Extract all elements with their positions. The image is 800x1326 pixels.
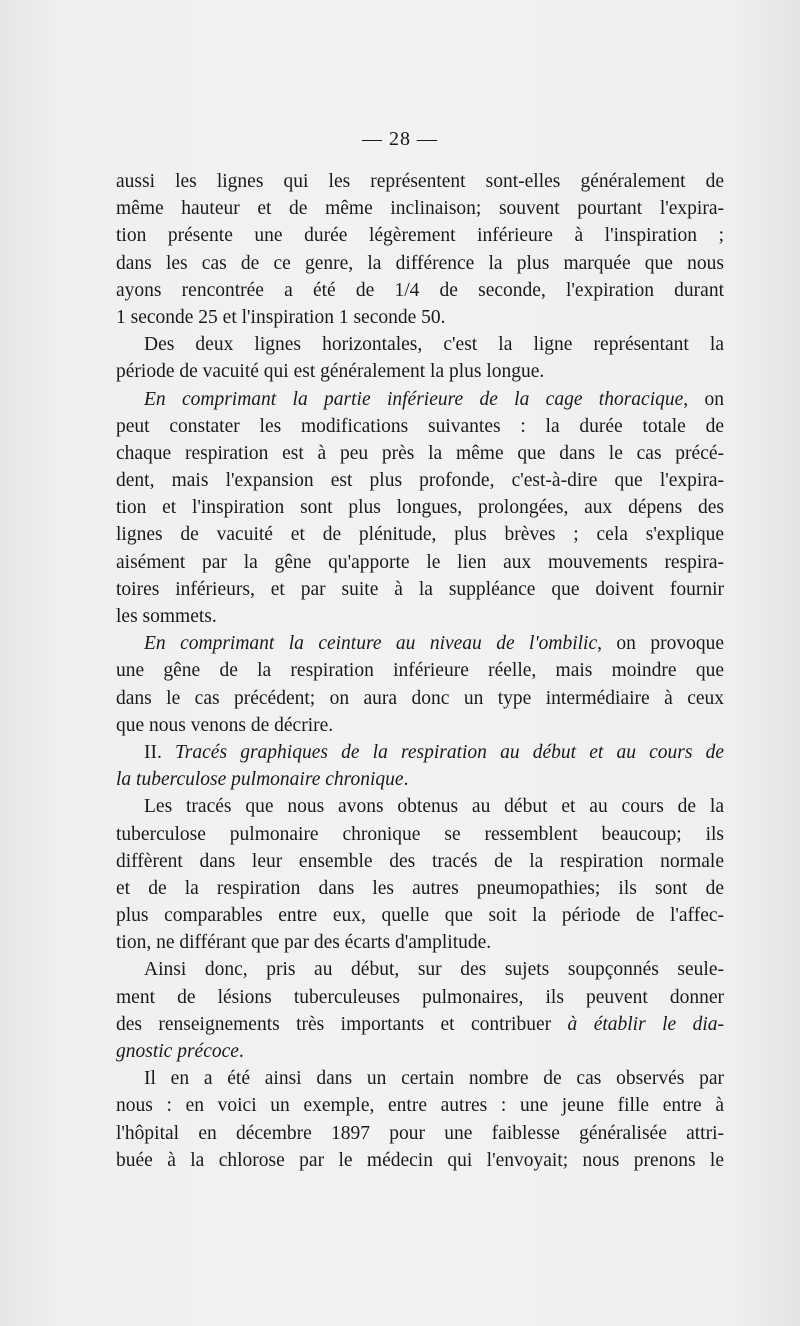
- text-segment: dent, mais l'expansion est plus profonde, c'est-à-dire que l'expira-: [116, 470, 724, 492]
- text-segment: , on: [683, 388, 724, 410]
- text-line: [116, 984, 724, 1011]
- text-line: [116, 222, 724, 249]
- text-line: [116, 494, 724, 521]
- text-segment: , on provoque: [597, 633, 724, 655]
- text-line: [116, 467, 724, 494]
- text-segment: toires inférieurs, et par suite à la suppléance que doivent fournir: [116, 578, 724, 600]
- text-segment: diffèrent dans leur ensemble des tracés de la respiration normale: [116, 850, 724, 872]
- text-line: [116, 440, 724, 467]
- text-segment: Il en a été ainsi dans un certain nombre de cas observés par: [144, 1068, 724, 1090]
- text-line: [116, 521, 724, 548]
- text-line: [116, 413, 724, 440]
- text-line: [116, 848, 724, 875]
- text-line: [116, 685, 724, 712]
- text-segment: Ainsi donc, pris au début, sur des sujets soupçonnés seule-: [144, 959, 724, 981]
- text-segment: chaque respiration est à peu près la même que dans le cas précé-: [116, 442, 724, 464]
- text-segment: buée à la chlorose par le médecin qui l'envoyait; nous prenons le: [116, 1149, 724, 1171]
- text-line: [116, 739, 724, 766]
- body-text: [116, 168, 724, 1174]
- text-line: [116, 1092, 724, 1119]
- text-segment: aussi les lignes qui les représentent sont-elles généralement de: [116, 171, 724, 192]
- text-segment: tion, ne différant que par des écarts d'amplitude.: [116, 932, 492, 954]
- text-line: [116, 657, 724, 684]
- italic-text: Tracés graphiques de la respiration au début et au cours de: [175, 741, 724, 763]
- text-segment: nous : en voici un exemple, entre autres : une jeune fille entre à: [116, 1095, 724, 1117]
- text-line: [116, 576, 724, 603]
- text-segment: ment de lésions tuberculeuses pulmonaires, ils peuvent donner: [116, 986, 724, 1008]
- text-line: [116, 875, 724, 902]
- text-line: [116, 331, 724, 358]
- text-line: [116, 766, 724, 793]
- text-segment: Les tracés que nous avons obtenus au début et au cours de la: [144, 796, 724, 818]
- text-line: [116, 358, 724, 385]
- italic-text: la tuberculose pulmonaire chronique: [116, 769, 404, 791]
- text-segment: ayons rencontrée a été de 1/4 de seconde, l'expiration durant: [116, 279, 724, 301]
- text-segment: tion présente une durée légèrement inférieure à l'inspiration ;: [116, 225, 724, 247]
- text-line: [116, 195, 724, 222]
- italic-text: En comprimant la partie inférieure de la cage thoracique: [144, 388, 684, 410]
- text-line: [116, 1065, 724, 1092]
- text-line: [116, 386, 724, 413]
- text-segment: II.: [144, 741, 176, 763]
- text-segment: des renseignements très importants et contribuer: [116, 1013, 568, 1035]
- text-segment: peut constater les modifications suivantes : la durée totale de: [116, 415, 724, 437]
- text-segment: et de la respiration dans les autres pneumopathies; ils sont de: [116, 877, 724, 899]
- text-line: [116, 250, 724, 277]
- text-segment: l'hôpital en décembre 1897 pour une faiblesse généralisée attri-: [116, 1122, 724, 1144]
- text-segment: que nous venons de décrire.: [116, 714, 334, 736]
- text-line: [116, 1038, 724, 1065]
- italic-text: gnostic précoce: [116, 1041, 239, 1062]
- text-line: [116, 793, 724, 820]
- text-segment: une gêne de la respiration inférieure réelle, mais moindre que: [116, 660, 724, 682]
- page-number: — 28 —: [362, 128, 438, 150]
- text-line: [116, 277, 724, 304]
- text-segment: .: [238, 1041, 244, 1062]
- text-segment: tion et l'inspiration sont plus longues, prolongées, aux dépens des: [116, 497, 724, 519]
- text-segment: tuberculose pulmonaire chronique se ressemblent beaucoup; ils: [116, 823, 724, 845]
- text-segment: période de vacuité qui est généralement la plus longue.: [116, 361, 545, 383]
- text-segment: dans les cas de ce genre, la différence la plus marquée que nous: [116, 252, 724, 274]
- text-line: [116, 1147, 724, 1174]
- text-line: [116, 956, 724, 983]
- text-line: [116, 712, 724, 739]
- text-line: [116, 168, 724, 195]
- text-line: [116, 549, 724, 576]
- text-segment: plus comparables entre eux, quelle que soit la période de l'affec-: [116, 905, 724, 927]
- italic-text: En comprimant la ceinture au niveau de l'ombilic: [144, 633, 598, 655]
- text-segment: Des deux lignes horizontales, c'est la ligne représentant la: [144, 334, 724, 356]
- text-line: [116, 630, 724, 657]
- text-line: [116, 304, 724, 331]
- text-line: [116, 902, 724, 929]
- text-segment: les sommets.: [116, 606, 217, 627]
- text-line: [116, 821, 724, 848]
- text-line: [116, 1011, 724, 1038]
- text-segment: même hauteur et de même inclinaison; souvent pourtant l'expira-: [116, 198, 724, 220]
- italic-text: à établir le dia-: [567, 1013, 724, 1035]
- text-line: [116, 1120, 724, 1147]
- text-line: [116, 603, 724, 630]
- text-segment: aisément par la gêne qu'apporte le lien aux mouvements respira-: [116, 551, 724, 573]
- text-segment: .: [403, 769, 409, 791]
- text-line: [116, 929, 724, 956]
- text-segment: 1 seconde 25 et l'inspiration 1 seconde 50.: [116, 306, 446, 328]
- text-segment: dans le cas précédent; on aura donc un type intermédiaire à ceux: [116, 687, 724, 709]
- text-segment: lignes de vacuité et de plénitude, plus brèves ; cela s'explique: [116, 524, 724, 546]
